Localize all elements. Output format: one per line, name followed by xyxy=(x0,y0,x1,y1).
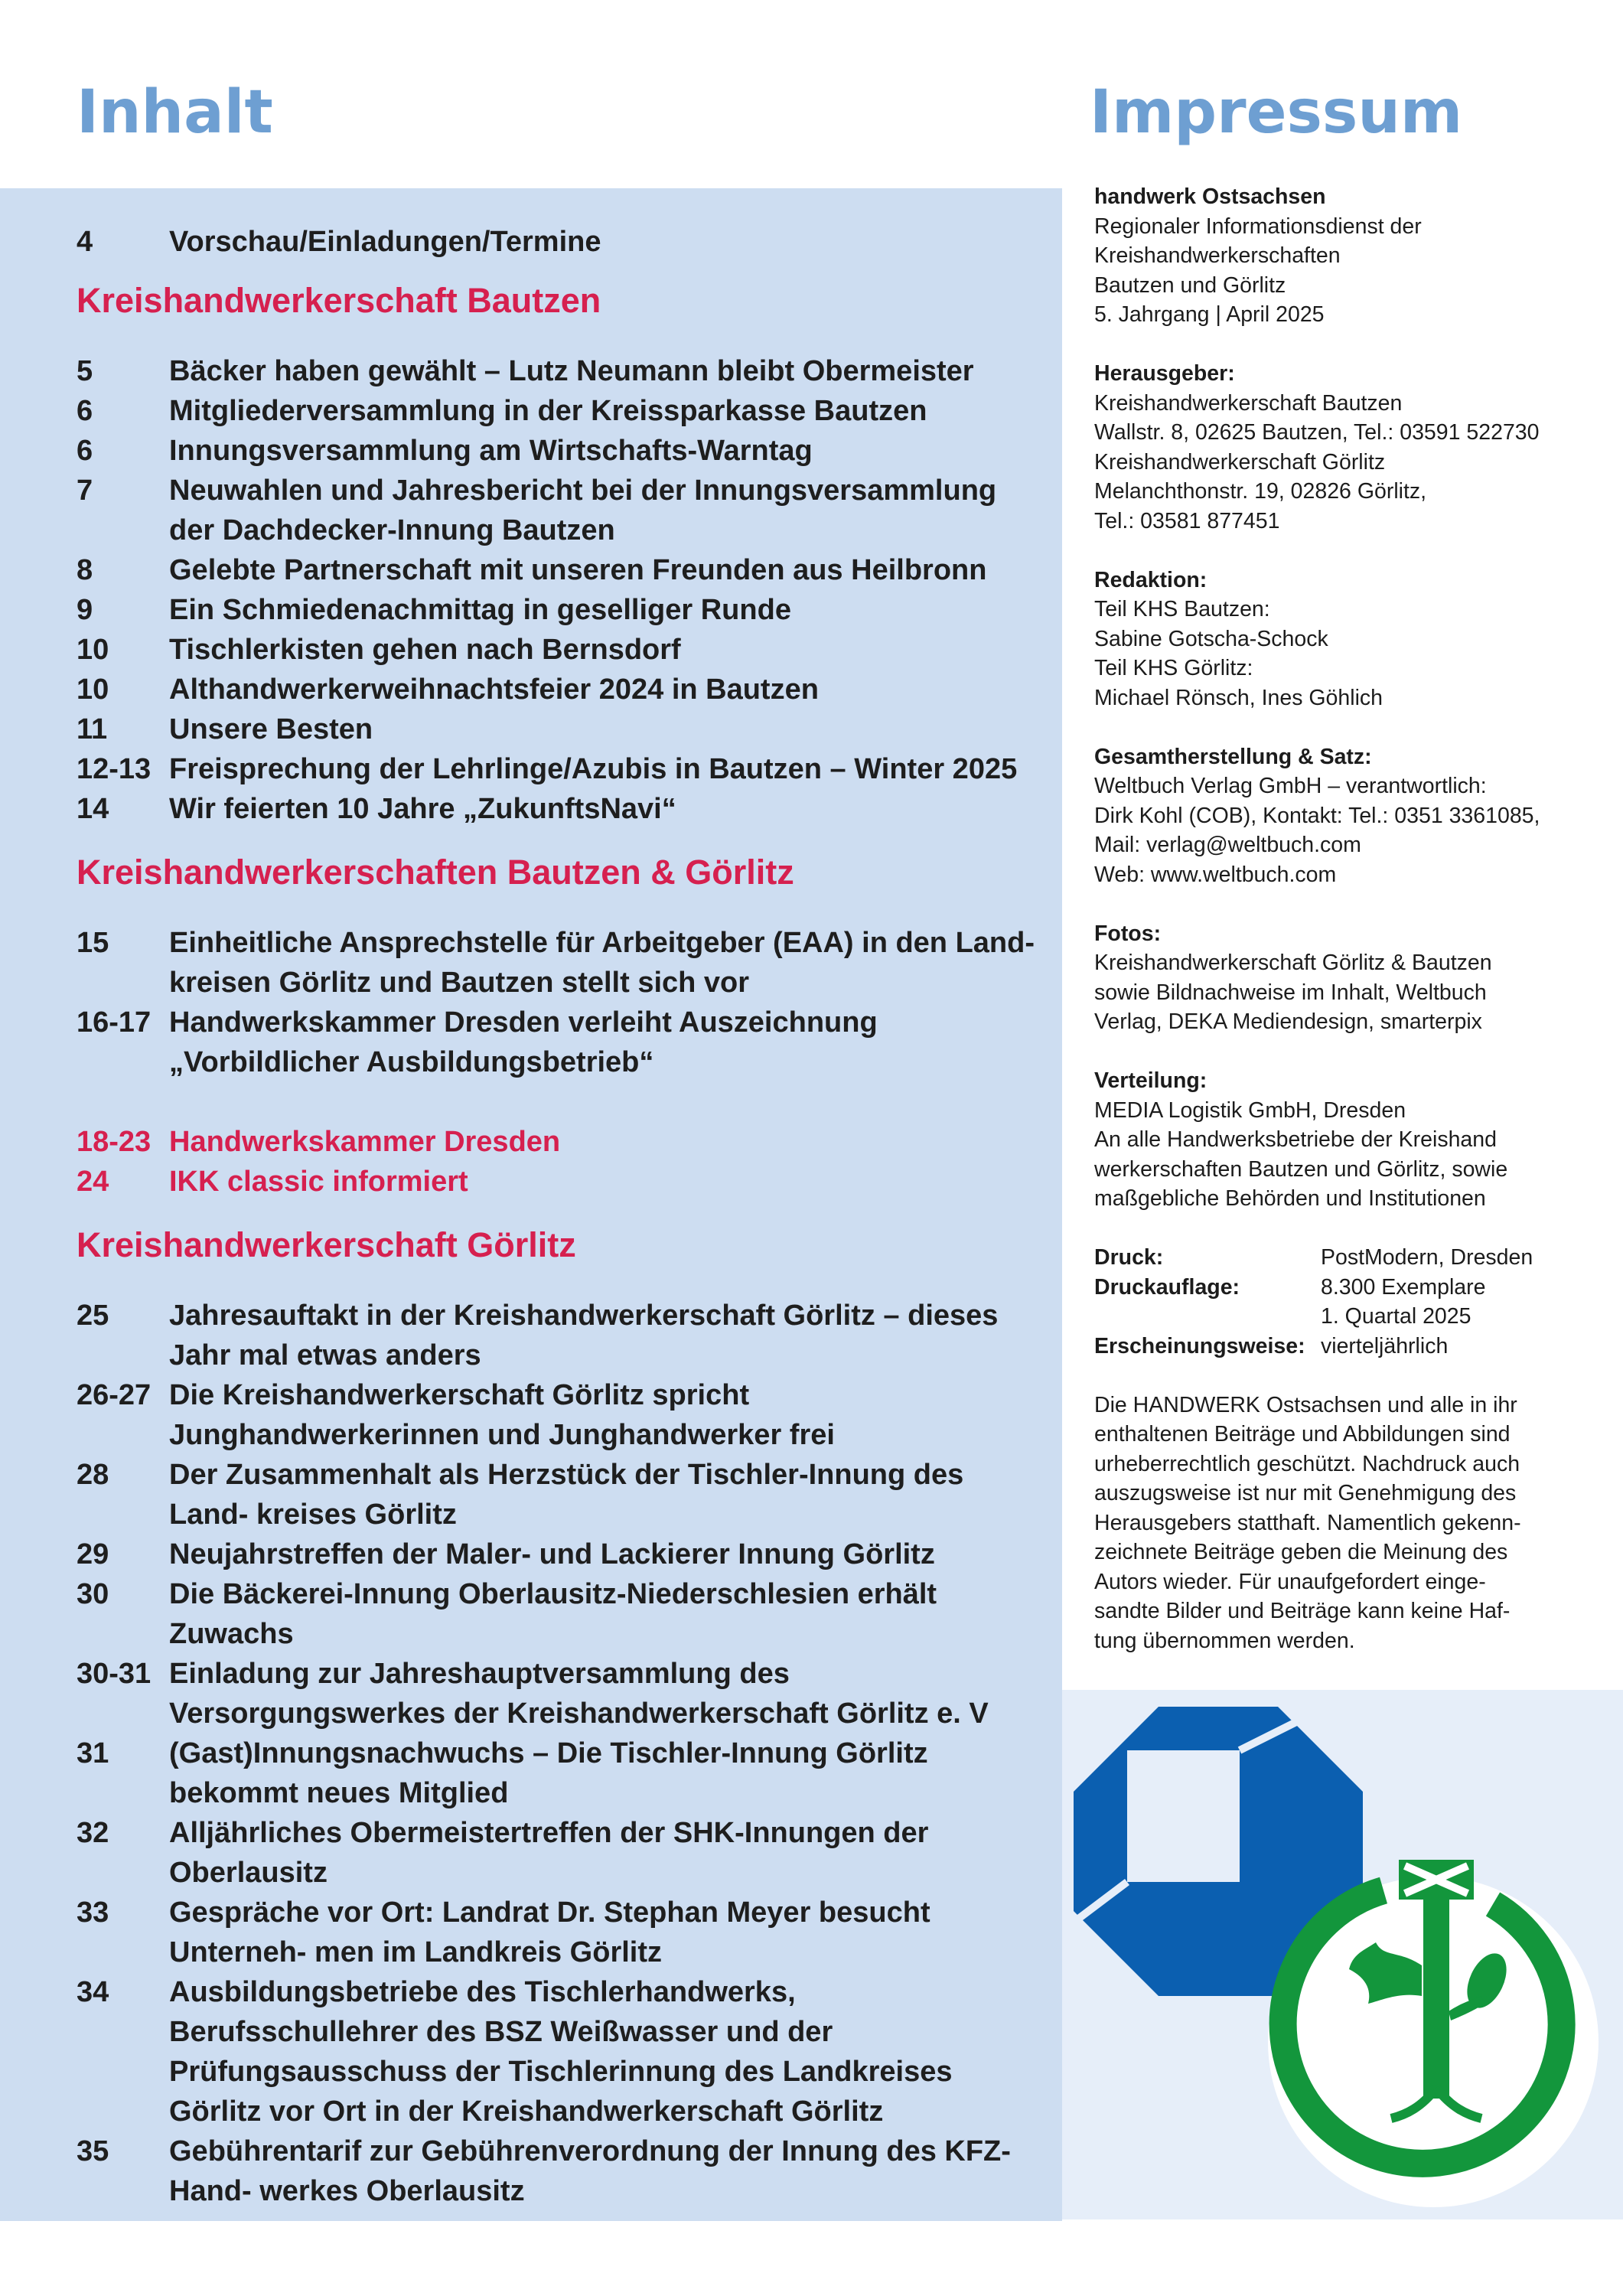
imp-text-line: Herausgebers statthaft. Namentlich gekenn- xyxy=(1094,1510,1521,1535)
toc-page-number: 9 xyxy=(77,594,93,626)
impressum xyxy=(1094,182,1584,1685)
imp-text-line: Teil KHS Bautzen: xyxy=(1094,597,1270,621)
toc-page-number: 4 xyxy=(77,226,93,258)
imp-text-line: An alle Handwerksbetriebe der Kreishand xyxy=(1094,1127,1497,1152)
toc-entry-title: Althandwerkerweihnachtsfeier 2024 in Bautzen xyxy=(169,673,819,706)
toc-page-number: 26-27 xyxy=(77,1379,152,1411)
toc-page-number: 10 xyxy=(77,634,109,666)
imp-text-line: Regionaler Informationsdienst der xyxy=(1094,214,1422,239)
imp-auflage-value: 8.300 Exemplare xyxy=(1321,1274,1486,1300)
imp-text-line: MEDIA Logistik GmbH, Dresden xyxy=(1094,1097,1406,1123)
imp-erscheinungsweise-row xyxy=(1094,1332,1584,1362)
imp-fotos-label: Fotos: xyxy=(1094,921,1162,946)
imp-text-line: Kreishandwerkerschaft Bautzen xyxy=(1094,390,1403,416)
toc-section-title-goerlitz: Kreishandwerkerschaft Görlitz xyxy=(77,1225,576,1264)
imp-text-line: Tel.: 03581 877451 xyxy=(1094,508,1280,533)
toc-page-number: 16-17 xyxy=(77,1006,152,1039)
toc-entry[interactable] xyxy=(77,1893,1048,1972)
toc-page-number: 28 xyxy=(77,1459,109,1491)
toc-page-number: 12-13 xyxy=(77,753,152,785)
imp-text-line: Autors wieder. Für unaufgefordert einge- xyxy=(1094,1569,1486,1594)
toc-entry-title: Neujahrstreffen der Maler- und Lackierer Innung Görlitz xyxy=(169,1538,935,1570)
imp-text-line: Kreishandwerkerschaft Görlitz & Bautzen xyxy=(1094,951,1492,975)
toc-entry-title: Ein Schmiedenachmittag in geselliger Runde xyxy=(169,594,791,626)
imp-text-line: Sabine Gotscha-Schock xyxy=(1094,626,1328,651)
imp-auflage-label: Druckauflage: xyxy=(1094,1274,1240,1300)
imp-text-line: Melanchthonstr. 19, 02826 Görlitz, xyxy=(1094,479,1427,504)
imp-verteilung xyxy=(1094,1066,1584,1214)
imp-redaktion-label: Redaktion: xyxy=(1094,567,1207,592)
imp-satz-label: Gesamtherstellung & Satz: xyxy=(1094,744,1372,769)
imp-text-line: Kreishandwerkerschaften xyxy=(1094,243,1341,268)
toc-entry-title: Alljährliches Obermeistertreffen der SHK-Innungen der Oberlausitz xyxy=(169,1817,929,1889)
toc-entry-title: Die Kreishandwerkerschaft Görlitz spricht Junghandwerkerinnen und Junghandwerker frei xyxy=(169,1379,835,1451)
imp-verteilung-label: Verteilung: xyxy=(1094,1068,1207,1093)
toc-page-number: 6 xyxy=(77,395,93,427)
toc-page-number: 8 xyxy=(77,554,93,586)
imp-herausgeber-lines xyxy=(1094,389,1584,536)
table-of-contents xyxy=(77,222,1048,2211)
toc-page-number: 11 xyxy=(77,713,108,745)
toc-page-number: 31 xyxy=(77,1737,109,1769)
toc-page-number: 30-31 xyxy=(77,1658,152,1690)
toc-page-number: 24 xyxy=(77,1166,109,1198)
imp-satz-lines xyxy=(1094,771,1584,889)
toc-entry[interactable] xyxy=(77,222,1048,262)
imp-verteilung-lines xyxy=(1094,1096,1584,1214)
toc-page-number: 33 xyxy=(77,1896,109,1929)
toc-page-number: 25 xyxy=(77,1300,109,1332)
toc-entry[interactable] xyxy=(77,1654,1048,1733)
imp-copyright-notice xyxy=(1094,1391,1584,1656)
toc-entry[interactable] xyxy=(77,471,1048,550)
toc-entry-title: Freisprechung der Lehrlinge/Azubis in Bautzen – Winter 2025 xyxy=(169,753,1018,785)
toc-entry-title: Gespräche vor Ort: Landrat Dr. Stephan Meyer besucht Unterneh- men im Landkreis Görlitz xyxy=(169,1896,930,1968)
toc-entry-title: Gebührentarif zur Gebührenverordnung der Innung des KFZ-Hand- werkes Oberlausitz xyxy=(169,2135,1011,2207)
toc-entry[interactable] xyxy=(77,2131,1048,2211)
toc-entry[interactable] xyxy=(77,1296,1048,1375)
toc-entry-title: Einheitliche Ansprechstelle für Arbeitgeber (EAA) in den Land- kreisen Görlitz und Bautzen stellt sich vor xyxy=(169,927,1035,999)
imp-erscheinungsweise-label: Erscheinungsweise: xyxy=(1094,1333,1305,1358)
toc-entry[interactable] xyxy=(77,1375,1048,1455)
imp-redaktion-lines xyxy=(1094,595,1584,713)
toc-entry-title: Der Zusammenhalt als Herzstück der Tischler-Innung des Land- kreises Görlitz xyxy=(169,1459,964,1531)
imp-text-line: auszugsweise ist nur mit Genehmigung des xyxy=(1094,1481,1517,1505)
toc-entry[interactable] xyxy=(77,431,1048,471)
toc-entry-title: Gelebte Partnerschaft mit unseren Freunden aus Heilbronn xyxy=(169,554,987,586)
toc-page-number: 7 xyxy=(77,475,93,507)
toc-section-bautzen xyxy=(77,351,1048,829)
imp-text-line: Weltbuch Verlag GmbH – verantwortlich: xyxy=(1094,774,1487,798)
imp-text-line: tung übernommen werden. xyxy=(1094,1628,1355,1653)
inhalt-heading: Inhalt xyxy=(77,78,273,147)
toc-page-number: 32 xyxy=(77,1817,109,1849)
imp-publication xyxy=(1094,182,1584,330)
imp-auflage-row xyxy=(1094,1273,1584,1303)
toc-entry[interactable] xyxy=(77,1813,1048,1893)
toc-section-title-bautzen-goerlitz: Kreishandwerkerschaften Bautzen & Görlitz xyxy=(77,853,794,892)
imp-auflage-row-2 xyxy=(1094,1302,1584,1332)
toc-entry[interactable] xyxy=(77,923,1048,1003)
toc-entry[interactable] xyxy=(77,391,1048,431)
toc-entry[interactable] xyxy=(77,1003,1048,1082)
imp-text-line: urheberrechtlich geschützt. Nachdruck auch xyxy=(1094,1451,1520,1476)
toc-entry-title: Tischlerkisten gehen nach Bernsdorf xyxy=(169,634,681,666)
toc-section-bautzen-goerlitz xyxy=(77,923,1048,1082)
imp-fotos-lines xyxy=(1094,948,1584,1037)
toc-section-external xyxy=(77,1122,1048,1202)
toc-entry[interactable] xyxy=(77,1162,1048,1202)
imp-text-line: sandte Bilder und Beiträge kann keine Haf- xyxy=(1094,1599,1511,1623)
imp-erscheinungsweise-value: vierteljährlich xyxy=(1321,1333,1449,1358)
toc-entry[interactable] xyxy=(77,1122,1048,1162)
imp-druck-label: Druck: xyxy=(1094,1245,1164,1270)
imp-text-line: Teil KHS Görlitz: xyxy=(1094,656,1253,680)
toc-entry-title: (Gast)Innungsnachwuchs – Die Tischler-Innung Görlitz bekommt neues Mitglied xyxy=(169,1737,928,1809)
toc-entry[interactable] xyxy=(77,670,1048,709)
toc-section-title-bautzen: Kreishandwerkerschaft Bautzen xyxy=(77,281,601,320)
imp-herausgeber xyxy=(1094,359,1584,536)
toc-page-number: 15 xyxy=(77,927,109,959)
toc-page-number: 29 xyxy=(77,1538,109,1570)
imp-publication-name: handwerk Ostsachsen xyxy=(1094,184,1326,209)
toc-entry[interactable] xyxy=(77,1972,1048,2131)
imp-text-line: maßgebliche Behörden und Institutionen xyxy=(1094,1186,1486,1211)
imp-copyright-lines xyxy=(1094,1391,1584,1656)
logo-panel xyxy=(1062,1690,1623,2219)
toc-entry[interactable] xyxy=(77,749,1048,789)
imp-text-line: sowie Bildnachweise im Inhalt, Weltbuch xyxy=(1094,980,1487,1005)
toc-page-number: 30 xyxy=(77,1578,109,1610)
imp-text-line: Die HANDWERK Ostsachsen und alle in ihr xyxy=(1094,1392,1517,1417)
impressum-heading: Impressum xyxy=(1090,78,1463,147)
toc-entry-title: Bäcker haben gewählt – Lutz Neumann bleibt Obermeister xyxy=(169,355,974,387)
toc-entry-title: Mitgliederversammlung in der Kreissparkasse Bautzen xyxy=(169,395,927,427)
toc-page-number: 18-23 xyxy=(77,1126,152,1158)
toc-page-number: 34 xyxy=(77,1976,109,2008)
toc-page-number: 5 xyxy=(77,355,93,387)
toc-entry-title: Jahresauftakt in der Kreishandwerkerschaft Görlitz – dieses Jahr mal etwas anders xyxy=(169,1300,999,1371)
toc-entry[interactable] xyxy=(77,550,1048,590)
toc-entry-title: Unsere Besten xyxy=(169,713,373,745)
imp-text-line: Wallstr. 8, 02625 Bautzen, Tel.: 03591 522730 xyxy=(1094,420,1540,445)
toc-entry[interactable] xyxy=(77,789,1048,829)
imp-text-line: Bautzen und Görlitz xyxy=(1094,272,1286,298)
imp-text-line: Michael Rönsch, Ines Göhlich xyxy=(1094,685,1383,710)
toc-page-number: 14 xyxy=(77,793,109,825)
toc-entry[interactable] xyxy=(77,1534,1048,1574)
toc-page-number: 10 xyxy=(77,673,109,706)
toc-section-goerlitz xyxy=(77,1296,1048,2211)
toc-entry-title: IKK classic informiert xyxy=(169,1166,468,1198)
imp-text-line: Kreishandwerkerschaft Görlitz xyxy=(1094,449,1386,475)
imp-auflage-value-2: 1. Quartal 2025 xyxy=(1321,1304,1471,1329)
toc-entry-title: Ausbildungsbetriebe des Tischlerhandwerks, Berufsschullehrer des BSZ Weißwasser und der Prüfungsausschuss der Tischlerinnung des Landkreises Görlitz vor Ort in der Kreishandwerkerschaft Görlitz xyxy=(169,1976,953,2128)
toc-entry[interactable] xyxy=(77,709,1048,749)
imp-druck-value: PostModern, Dresden xyxy=(1321,1245,1533,1270)
toc-entry-title: Handwerkskammer Dresden xyxy=(169,1126,561,1158)
imp-text-line: Mail: verlag@weltbuch.com xyxy=(1094,833,1361,857)
toc-entry-title: Einladung zur Jahreshauptversammlung des Versorgungswerkes der Kreishandwerkerschaft Görlitz e. V xyxy=(169,1658,989,1730)
imp-herausgeber-label: Herausgeber: xyxy=(1094,361,1235,386)
toc-entry[interactable] xyxy=(77,590,1048,630)
imp-druck xyxy=(1094,1243,1584,1361)
toc-entry-title: Innungsversammlung am Wirtschafts-Warntag xyxy=(169,435,813,467)
imp-redaktion xyxy=(1094,566,1584,713)
toc-page-number: 35 xyxy=(77,2135,109,2167)
imp-text-line: enthaltenen Beiträge und Abbildungen sind xyxy=(1094,1422,1511,1446)
toc-entry[interactable] xyxy=(77,1733,1048,1813)
imp-text-line: Dirk Kohl (COB), Kontakt: Tel.: 0351 3361085, xyxy=(1094,803,1540,828)
toc-entry[interactable] xyxy=(77,351,1048,391)
imp-text-line: Verlag, DEKA Mediendesign, smarterpix xyxy=(1094,1009,1482,1034)
toc-entry-title: Handwerkskammer Dresden verleiht Auszeichnung „Vorbildlicher Ausbildungsbetrieb“ xyxy=(169,1006,878,1078)
imp-text-line: zeichnete Beiträge geben die Meinung des xyxy=(1094,1540,1508,1564)
toc-entry[interactable] xyxy=(77,1455,1048,1534)
handwerk-logos xyxy=(1062,1690,1623,2219)
imp-publication-lines xyxy=(1094,212,1584,330)
imp-text-line: Web: www.weltbuch.com xyxy=(1094,862,1337,887)
imp-text-line: 5. Jahrgang | April 2025 xyxy=(1094,302,1325,327)
imp-fotos xyxy=(1094,919,1584,1037)
toc-entry-title: Wir feierten 10 Jahre „ZukunftsNavi“ xyxy=(169,793,676,825)
imp-druck-row xyxy=(1094,1243,1584,1273)
toc-entry-title: Neuwahlen und Jahresbericht bei der Innungsversammlung der Dachdecker-Innung Bautzen xyxy=(169,475,997,546)
imp-text-line: werkerschaften Bautzen und Görlitz, sowie xyxy=(1094,1156,1508,1182)
toc-entry[interactable] xyxy=(77,1574,1048,1654)
toc-entry[interactable] xyxy=(77,630,1048,670)
imp-satz xyxy=(1094,742,1584,890)
toc-entry-title: Die Bäckerei-Innung Oberlausitz-Niederschlesien erhält Zuwachs xyxy=(169,1578,937,1650)
toc-entry-title: Vorschau/Einladungen/Termine xyxy=(169,226,601,258)
toc-page-number: 6 xyxy=(77,435,93,467)
